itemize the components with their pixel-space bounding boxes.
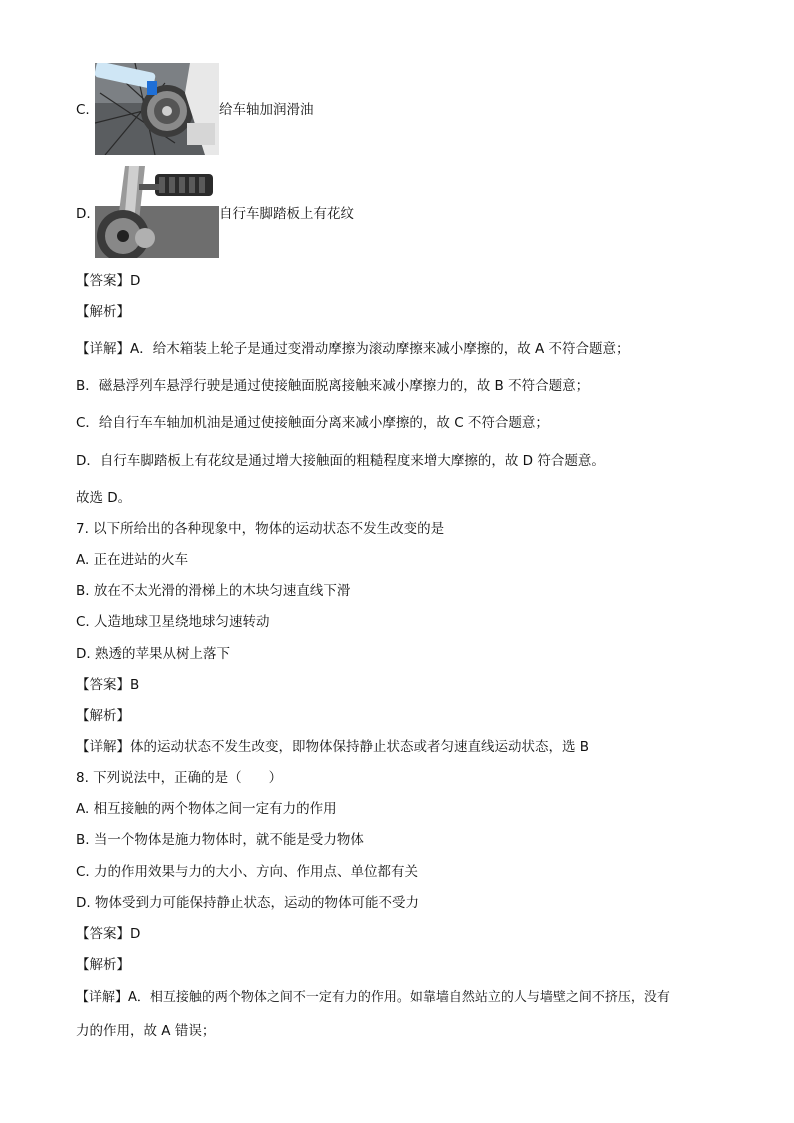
q6-conclusion: 故选 D。 bbox=[76, 490, 132, 506]
option-d-label: D. bbox=[76, 206, 91, 222]
q6-detail-a: 【详解】A．给木箱装上轮子是通过变滑动摩擦为滚动摩擦来减小摩擦的，故 A 不符合题意； bbox=[76, 341, 630, 357]
q7-stem: 7. 以下所给出的各种现象中，物体的运动状态不发生改变的是 bbox=[76, 521, 445, 537]
option-c-label: C. bbox=[76, 102, 90, 118]
q6-answer: 【答案】D bbox=[76, 273, 141, 289]
q8-stem: 8. 下列说法中，正确的是（ ） bbox=[76, 770, 283, 786]
q6-detail-d: D．自行车脚踏板上有花纹是通过增大接触面的粗糙程度来增大摩擦的，故 D 符合题意。 bbox=[76, 453, 605, 469]
bicycle-rear-hub-oiling-photo-icon bbox=[95, 63, 219, 155]
q7-detail: 【详解】体的运动状态不发生改变，即物体保持静止状态或者匀速直线运动状态，选 B bbox=[76, 739, 590, 755]
q7-analysis-heading: 【解析】 bbox=[76, 708, 130, 724]
q8-option-c: C. 力的作用效果与力的大小、方向、作用点、单位都有关 bbox=[76, 864, 419, 880]
bicycle-pedal-photo-icon bbox=[95, 166, 219, 258]
q8-option-a: A. 相互接触的两个物体之间一定有力的作用 bbox=[76, 801, 337, 817]
q7-answer: 【答案】B bbox=[76, 677, 140, 693]
q8-analysis-heading: 【解析】 bbox=[76, 957, 130, 973]
option-d-caption: 自行车脚踏板上有花纹 bbox=[219, 206, 354, 222]
q7-option-b: B. 放在不太光滑的滑梯上的木块匀速直线下滑 bbox=[76, 583, 351, 599]
q8-option-d: D. 物体受到力可能保持静止状态，运动的物体可能不受力 bbox=[76, 895, 419, 911]
q8-answer: 【答案】D bbox=[76, 926, 141, 942]
q8-option-b: B. 当一个物体是施力物体时，就不能是受力物体 bbox=[76, 832, 364, 848]
q6-detail-c: C．给自行车车轴加机油是通过使接触面分离来减小摩擦的，故 C 不符合题意； bbox=[76, 415, 549, 431]
q6-detail-b: B．磁悬浮列车悬浮行驶是通过使接触面脱离接触来减小摩擦力的，故 B 不符合题意； bbox=[76, 378, 590, 394]
q7-option-d: D. 熟透的苹果从树上落下 bbox=[76, 646, 230, 662]
q8-detail-line1: 【详解】A．相互接触的两个物体之间不一定有力的作用。如靠墙自然站立的人与墙壁之间不挤压，没有 bbox=[76, 990, 670, 1005]
q8-detail-line2: 力的作用，故 A 错误； bbox=[76, 1023, 216, 1039]
q7-option-a: A. 正在进站的火车 bbox=[76, 552, 189, 568]
option-c-caption: 给车轴加润滑油 bbox=[219, 102, 314, 118]
q6-analysis-heading: 【解析】 bbox=[76, 304, 130, 320]
q7-option-c: C. 人造地球卫星绕地球匀速转动 bbox=[76, 614, 270, 630]
